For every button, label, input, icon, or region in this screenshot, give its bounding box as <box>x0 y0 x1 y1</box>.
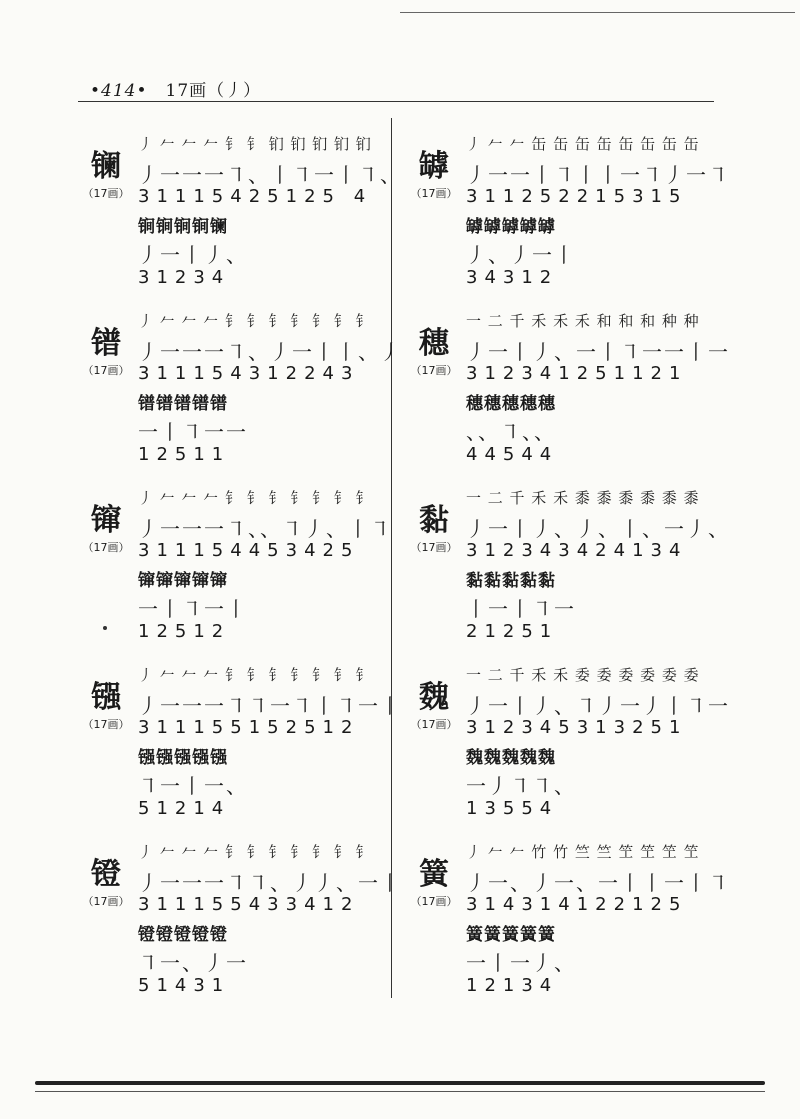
progressive-forms: 丿 𠂉 𠂉 𠂉 钅 钅 钅 钅 钅 钅 钅 <box>138 489 372 507</box>
page-header <box>90 76 261 101</box>
stroke-shapes: 丿一一一㇕㇕、丿丿、一丨 <box>138 871 402 895</box>
stroke-codes: 31115425125 4 <box>138 186 373 207</box>
progressive-forms-cont: 镩镩镩镩镩 <box>138 571 228 591</box>
stroke-shapes-cont: ㇕一、丿一 <box>138 951 248 975</box>
progressive-forms-cont: 簧簧簧簧簧 <box>466 925 556 945</box>
entry-left-1 <box>80 310 400 490</box>
stroke-shapes-cont: 丨一丨㇕一 <box>466 597 576 621</box>
stroke-codes: 312343424134 <box>466 540 688 561</box>
progressive-forms: 一 二 千 禾 禾 黍 黍 黍 黍 黍 黍 <box>466 489 700 507</box>
stroke-count: （17画） <box>82 718 130 731</box>
stroke-count: （17画） <box>82 364 130 377</box>
entry-right-3 <box>408 664 728 844</box>
stroke-codes-cont: 51431 <box>138 975 231 996</box>
stroke-codes: 312345313251 <box>466 717 688 738</box>
stroke-shapes-cont: 丿一丨丿、 <box>138 243 248 267</box>
stroke-shapes: 丿一一一㇕、、㇕丿、丨㇕ <box>138 517 392 541</box>
stroke-shapes: 丿一丨丿、丿、丨、一丿、 <box>466 517 730 541</box>
stroke-codes-cont: 12511 <box>138 444 231 465</box>
stroke-shapes: 丿一丨丿、一丨㇕一一丨一 <box>466 340 730 364</box>
progressive-forms: 丿 𠂉 𠂉 𠂉 钅 钅 钅 钅 钅 钅 钅 <box>138 312 372 330</box>
stroke-codes-cont: 21251 <box>466 621 559 642</box>
entry-left-4 <box>80 841 400 1021</box>
progressive-forms: 丿 𠂉 𠂉 竹 竹 竺 竺 笁 笁 笁 笁 <box>466 843 700 861</box>
stroke-count: （17画） <box>410 187 458 200</box>
stroke-shapes-cont: 一丨㇕一丨 <box>138 597 248 621</box>
stroke-codes: 311154312243 <box>138 363 360 384</box>
top-rule <box>400 12 795 13</box>
headword: 镩 <box>91 503 121 538</box>
stroke-count: （17画） <box>82 187 130 200</box>
headword: 镧 <box>91 149 121 184</box>
stroke-shapes-cont: 、、㇕、、 <box>466 420 556 444</box>
stroke-count: （17画） <box>410 895 458 908</box>
headword: 簧 <box>419 857 449 892</box>
stroke-codes: 311252215315 <box>466 186 688 207</box>
headword: 穗 <box>419 326 449 361</box>
stroke-shapes-cont: 一丿㇕㇕、 <box>466 774 576 798</box>
progressive-forms-cont: 穗穗穗穗穗 <box>466 394 556 414</box>
progressive-forms-cont: 镫镫镫镫镫 <box>138 925 228 945</box>
stroke-codes: 312341251121 <box>466 363 688 384</box>
entry-right-2 <box>408 487 728 667</box>
page-number: •414• <box>90 81 148 101</box>
stroke-shapes-cont: 一丨一丿、 <box>466 951 576 975</box>
entry-left-0 <box>80 133 400 313</box>
stroke-codes: 311154453425 <box>138 540 360 561</box>
bottom-rule <box>35 1081 765 1085</box>
progressive-forms-cont: 魏魏魏魏魏 <box>466 748 556 768</box>
progressive-forms-cont: 锏锏锏锏镧 <box>138 217 228 237</box>
bottom-rule-thin <box>35 1091 765 1092</box>
stroke-shapes: 丿一、丿一、一丨丨一丨㇕ <box>466 871 730 895</box>
headword: 镫 <box>91 857 121 892</box>
stroke-codes: 314314122125 <box>466 894 688 915</box>
entry-right-0 <box>408 133 728 313</box>
stroke-shapes: 丿一丨丿、㇕丿一丿丨㇕一 <box>466 694 730 718</box>
progressive-forms: 丿 𠂉 𠂉 𠂉 钅 钅 钅 钅 钅 钅 钅 <box>138 666 372 684</box>
entry-right-1 <box>408 310 728 490</box>
headword: 罅 <box>419 149 449 184</box>
progressive-forms: 丿 𠂉 𠂉 𠂉 钅 钅 钅 钅 钅 钅 钅 <box>138 843 372 861</box>
stroke-shapes: 丿一一一㇕㇕一㇕丨㇕一丨 <box>138 694 402 718</box>
stroke-count: （17画） <box>82 541 130 554</box>
stroke-codes: 311155152512 <box>138 717 360 738</box>
progressive-forms-cont: 黏黏黏黏黏 <box>466 571 556 591</box>
stroke-shapes: 丿一一一㇕、丨㇕一丨㇕、 <box>138 163 402 187</box>
progressive-forms: 丿 𠂉 𠂉 𠂉 钅 钅 钔 钔 钔 钔 钔 <box>138 135 372 153</box>
stroke-codes-cont: 12512 <box>138 621 231 642</box>
section-label: 17画（丿） <box>165 81 262 101</box>
header-rule <box>78 101 714 102</box>
stroke-count: （17画） <box>410 541 458 554</box>
stroke-codes-cont: 31234 <box>138 267 231 288</box>
headword: 镨 <box>91 326 121 361</box>
progressive-forms: 丿 𠂉 𠂉 缶 缶 缶 缶 缶 缶 缶 缶 <box>466 135 700 153</box>
stroke-codes-cont: 12134 <box>466 975 559 996</box>
progressive-forms-cont: 镨镨镨镨镨 <box>138 394 228 414</box>
stroke-count: （17画） <box>410 718 458 731</box>
stroke-codes-cont: 51214 <box>138 798 231 819</box>
entry-left-2 <box>80 487 400 667</box>
stroke-shapes: 丿一一丨㇕丨丨一㇕丿一㇕ <box>466 163 730 187</box>
stroke-codes-cont: 44544 <box>466 444 559 465</box>
stroke-codes: 311155433412 <box>138 894 360 915</box>
progressive-forms-cont: 镪镪镪镪镪 <box>138 748 228 768</box>
stroke-count: （17画） <box>82 895 130 908</box>
entry-left-3 <box>80 664 400 844</box>
stroke-shapes-cont: 一丨㇕一一 <box>138 420 248 444</box>
stroke-shapes-cont: 丿、丿一丨 <box>466 243 576 267</box>
stroke-count: （17画） <box>410 364 458 377</box>
headword: 魏 <box>419 680 449 715</box>
progressive-forms-cont: 罅罅罅罅罅 <box>466 217 556 237</box>
stroke-shapes-cont: ㇕一丨一、 <box>138 774 248 798</box>
progressive-forms: 一 二 千 禾 禾 禾 和 和 和 种 种 <box>466 312 700 330</box>
headword: 黏 <box>419 503 449 538</box>
stroke-codes-cont: 34312 <box>466 267 559 288</box>
progressive-forms: 一 二 千 禾 禾 委 委 委 委 委 委 <box>466 666 700 684</box>
stroke-shapes: 丿一一一㇕、丿一丨丨、丿 <box>138 340 402 364</box>
stroke-codes-cont: 13554 <box>466 798 559 819</box>
headword: 镪 <box>91 680 121 715</box>
entry-right-4 <box>408 841 728 1021</box>
